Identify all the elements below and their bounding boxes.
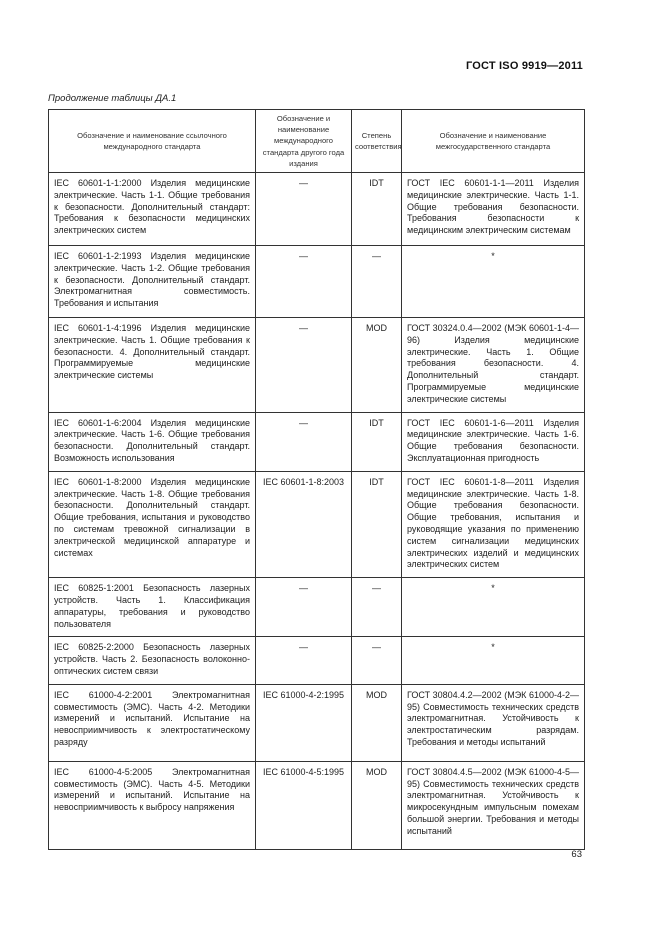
interstate-standard-cell: ГОСТ 30804.4.5—2002 (МЭК 61000-4-5—95) Совместимость технических средств электромагнитная. Устойчивость к микросекундным импульсным помехам большой энергии. Требования и методы испытаний: [402, 761, 585, 849]
degree-cell: IDT: [352, 471, 402, 577]
degree-cell: IDT: [352, 173, 402, 246]
degree-cell: MOD: [352, 684, 402, 761]
table-row: [49, 318, 585, 413]
reference-standard-cell: IEC 60601-1-8:2000 Изделия медицинские электрические. Часть 1-8. Общие требования безопасности. Дополнительный стандарт. Общие требования, испытания и руководство по системам тревожной сигнализации в электрической медицинской аппаратуре и системах: [49, 471, 256, 577]
other-edition-cell: —: [256, 318, 352, 413]
reference-standard-cell: IEC 60601-1-2:1993 Изделия медицинские электрические. Часть 1-2. Общие требования к безопасности. Дополнительный стандарт. Электромагнитная совместимость. Требования и испытания: [49, 246, 256, 318]
interstate-standard-cell: ГОСТ IEC 60601-1-8—2011 Изделия медицинские электрические. Часть 1-8. Общие требования безопасности. Общие требования, испытания и руководящие указания по применению систем сигнализации медицинских электрических изделий и медицинских электрических систем: [402, 471, 585, 577]
reference-standard-cell: IEC 60601-1-1:2000 Изделия медицинские электрические. Часть 1-1. Общие требования к безопасности. Дополнительный стандарт: Требования к безопасности медицинских электрических систем: [49, 173, 256, 246]
column-header-degree: Степень соответствия: [352, 110, 402, 173]
other-edition-cell: —: [256, 173, 352, 246]
reference-standard-cell: IEC 61000-4-5:2005 Электромагнитная совместимость (ЭМС). Часть 4-5. Методики измерений и испытаний. Испытание на невосприимчивость к выбросу напряжения: [49, 761, 256, 849]
degree-cell: MOD: [352, 318, 402, 413]
degree-cell: —: [352, 578, 402, 637]
table-row: [49, 246, 585, 318]
interstate-standard-cell: *: [402, 578, 585, 637]
table-header-row: [49, 110, 585, 173]
table-caption: Продолжение таблицы ДА.1: [48, 93, 177, 104]
other-edition-cell: IEC 60601-1-8:2003: [256, 471, 352, 577]
reference-standard-cell: IEC 61000-4-2:2001 Электромагнитная совместимость (ЭМС). Часть 4-2. Методики измерений и испытаний. Испытание на невосприимчивость к электростатическому разряду: [49, 684, 256, 761]
table-row: [49, 173, 585, 246]
table-row: [49, 578, 585, 637]
table-row: [49, 684, 585, 761]
reference-standard-cell: IEC 60601-1-6:2004 Изделия медицинские электрические. Часть 1-6. Общие требования безопасности. Дополнительный стандарт. Возможность использования: [49, 412, 256, 471]
interstate-standard-cell: ГОСТ IEC 60601-1-1—2011 Изделия медицинские электрические. Часть 1-1. Общие требования безопасности. Требования безопасности к медицинским электрическим системам: [402, 173, 585, 246]
column-header-reference-standard: Обозначение и наименование ссылочного международного стандарта: [49, 110, 256, 173]
standards-table: [48, 109, 585, 850]
reference-standard-cell: IEC 60825-2:2000 Безопасность лазерных устройств. Часть 2. Безопасность волоконно-оптических систем связи: [49, 637, 256, 684]
degree-cell: —: [352, 246, 402, 318]
interstate-standard-cell: *: [402, 637, 585, 684]
other-edition-cell: —: [256, 578, 352, 637]
column-header-other-edition: Обозначение и наименование международного стандарта другого года издания: [256, 110, 352, 173]
table-row: [49, 637, 585, 684]
interstate-standard-cell: *: [402, 246, 585, 318]
document-code-header: ГОСТ ISO 9919—2011: [465, 60, 583, 72]
degree-cell: —: [352, 637, 402, 684]
table-row: [49, 761, 585, 849]
interstate-standard-cell: ГОСТ 30324.0.4—2002 (МЭК 60601-1-4—96) Изделия медицинские электрические. Часть 1. Общие требования безопасности. 4. Дополнительный стандарт. Программируемые медицинские электрические системы: [402, 318, 585, 413]
reference-standard-cell: IEC 60601-1-4:1996 Изделия медицинские электрические. Часть 1. Общие требования к безопасности. 4. Дополнительный стандарт. Программируемые медицинские электрические системы: [49, 318, 256, 413]
column-header-interstate-standard: Обозначение и наименование межгосударственного стандарта: [402, 110, 585, 173]
table-row: [49, 412, 585, 471]
other-edition-cell: IEC 61000-4-2:1995: [256, 684, 352, 761]
interstate-standard-cell: ГОСТ IEC 60601-1-6—2011 Изделия медицинские электрические. Часть 1-6. Общие требования безопасности. Эксплуатационная пригодность: [402, 412, 585, 471]
other-edition-cell: —: [256, 637, 352, 684]
page-number: 63: [571, 849, 582, 860]
reference-standard-cell: IEC 60825-1:2001 Безопасность лазерных устройств. Часть 1. Классификация аппаратуры, требования и руководство пользователя: [49, 578, 256, 637]
degree-cell: MOD: [352, 761, 402, 849]
other-edition-cell: —: [256, 412, 352, 471]
other-edition-cell: IEC 61000-4-5:1995: [256, 761, 352, 849]
table-row: [49, 471, 585, 577]
interstate-standard-cell: ГОСТ 30804.4.2—2002 (МЭК 61000-4-2—95) Совместимость технических средств электромагнитная. Устойчивость к электростатическим разрядам. Требования и методы испытаний: [402, 684, 585, 761]
other-edition-cell: —: [256, 246, 352, 318]
degree-cell: IDT: [352, 412, 402, 471]
